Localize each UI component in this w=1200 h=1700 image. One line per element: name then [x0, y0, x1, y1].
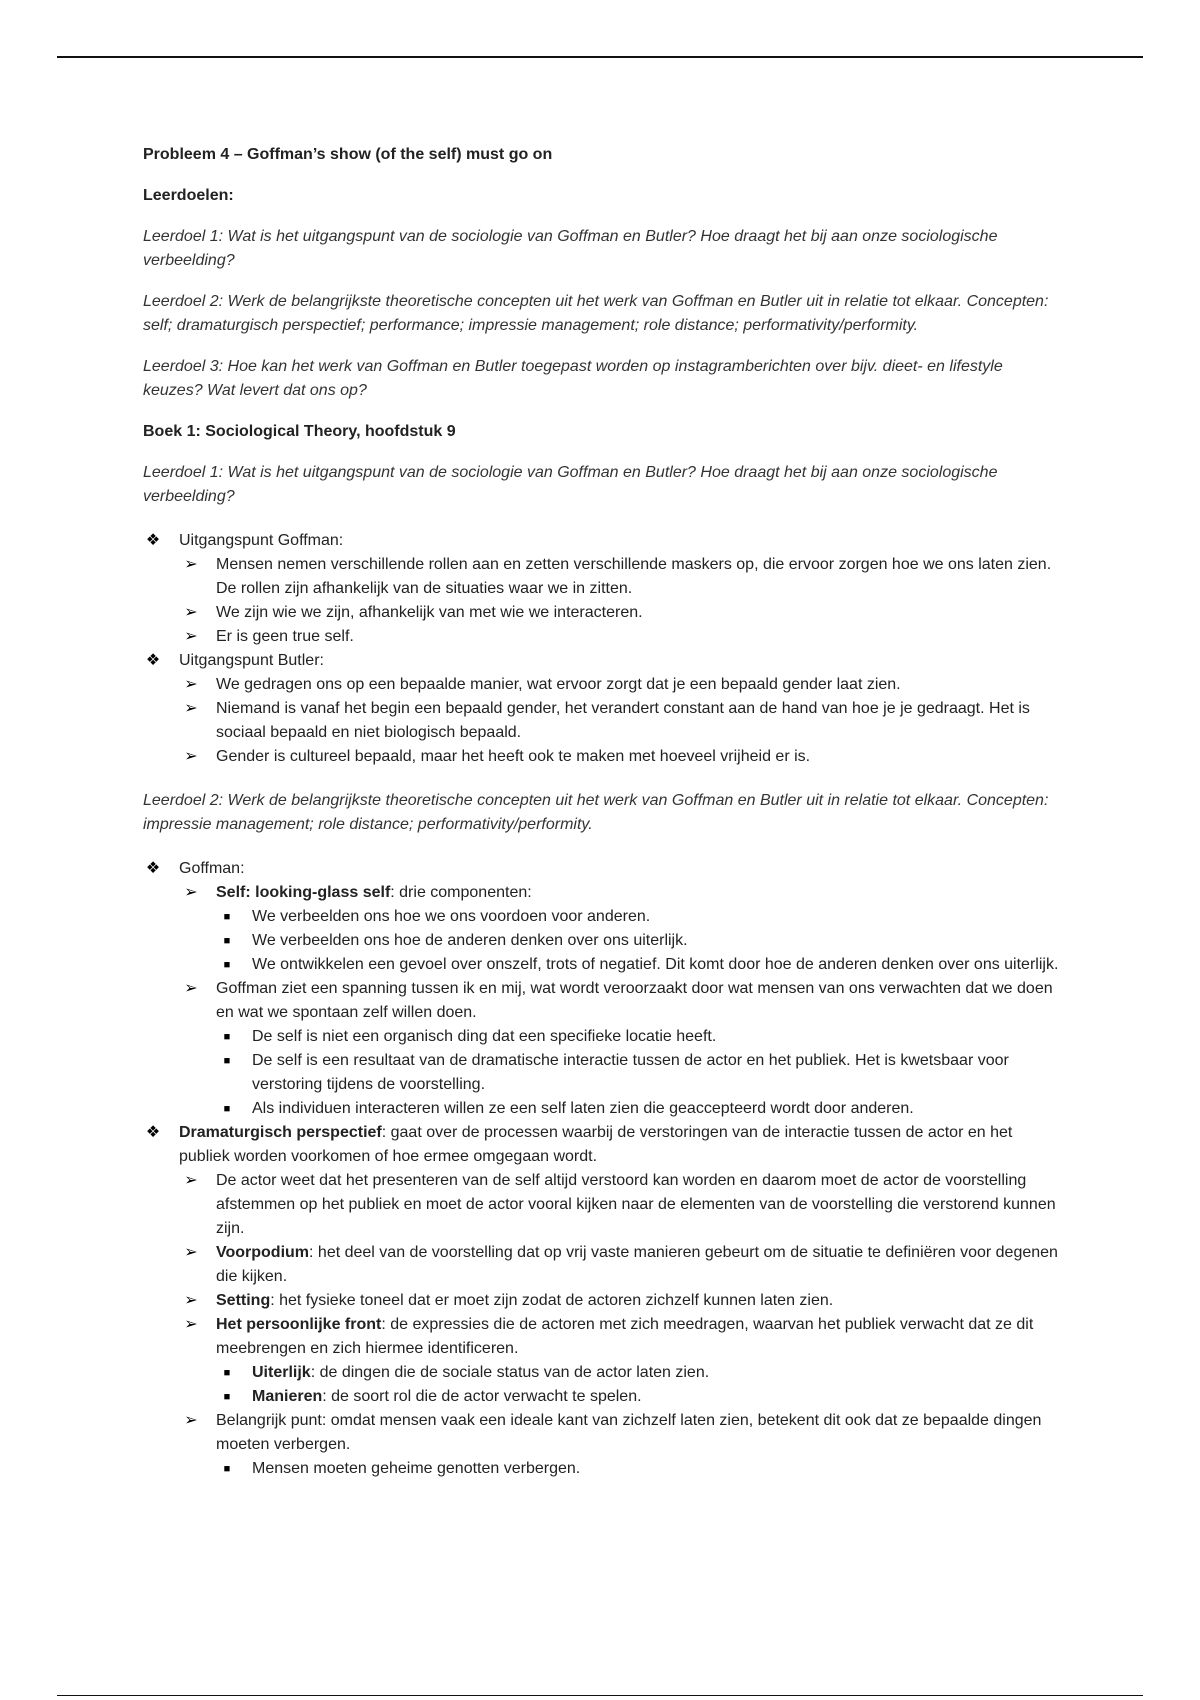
- list-item: ■ We verbeelden ons hoe de anderen denken over ons uiterlijk.: [143, 929, 1063, 953]
- list-item: ➢ Niemand is vanaf het begin een bepaald gender, het verandert constant aan de hand van hoe je je gedraagt. Het is sociaal bepaald en niet biologisch bepaald.: [143, 697, 1063, 745]
- list-item: ❖ Dramaturgisch perspectief: gaat over de processen waarbij de verstoringen van de interactie tussen de actor en het publiek worden voorkomen of hoe ermee omgegaan wordt.: [143, 1121, 1063, 1169]
- list-item: ➢ Gender is cultureel bepaald, maar het heeft ook te maken met hoeveel vrijheid er is.: [143, 745, 1063, 769]
- square-bullet-icon: ■: [223, 1463, 231, 1475]
- goal-1: Leerdoel 1: Wat is het uitgangspunt van de sociologie van Goffman en Butler? Hoe draagt het bij aan onze sociologische verbeelding?: [143, 228, 998, 269]
- diamond-bullet-icon: ❖: [145, 1124, 161, 1141]
- arrow-bullet-icon: ➢: [184, 628, 198, 645]
- bottom-rule: [57, 1695, 1143, 1696]
- list-item: ➢ Het persoonlijke front: de expressies die de actoren met zich meedragen, waarvan het publiek verwacht dat ze dit meebrengen en zich hiermee identificeren.: [143, 1313, 1063, 1361]
- arrow-bullet-icon: ➢: [184, 1172, 198, 1189]
- section2-goal: Leerdoel 2: Werk de belangrijkste theoretische concepten uit het werk van Goffman en Butler uit in relatie tot elkaar. Concepten: impressie management; role distance; performativity/performity.: [143, 792, 1049, 833]
- list-item: ➢ We gedragen ons op een bepaalde manier, wat ervoor zorgt dat je een bepaald gender laat zien.: [143, 673, 1063, 697]
- arrow-bullet-icon: ➢: [184, 604, 198, 621]
- list-item: ❖ Uitgangspunt Goffman:: [143, 529, 1063, 553]
- top-rule: [57, 56, 1143, 58]
- square-bullet-icon: ■: [223, 1367, 231, 1379]
- square-bullet-icon: ■: [223, 911, 231, 923]
- square-bullet-icon: ■: [223, 935, 231, 947]
- list-item: ■ De self is niet een organisch ding dat een specifieke locatie heeft.: [143, 1025, 1063, 1049]
- diamond-bullet-icon: ❖: [145, 652, 161, 669]
- square-bullet-icon: ■: [223, 1031, 231, 1043]
- list-item: ➢ De actor weet dat het presenteren van de self altijd verstoord kan worden en daarom moet de actor de voorstelling afstemmen op het publiek en moet de actor vooral kijken naar de elementen van de voorstelling die verstorend kunnen zijn.: [143, 1169, 1063, 1241]
- list-item: ➢ Voorpodium: het deel van de voorstelling dat op vrij vaste manieren gebeurt om de situatie te definiëren voor degenen die kijken.: [143, 1241, 1063, 1289]
- list-item: ➢ Self: looking-glass self: drie componenten:: [143, 881, 1063, 905]
- arrow-bullet-icon: ➢: [184, 980, 198, 997]
- arrow-bullet-icon: ➢: [184, 884, 198, 901]
- document-page: [143, 143, 1063, 1481]
- arrow-bullet-icon: ➢: [184, 1244, 198, 1261]
- diamond-bullet-icon: ❖: [145, 860, 161, 877]
- list-item: ➢ Goffman ziet een spanning tussen ik en mij, wat wordt veroorzaakt door wat mensen van ons verwachten dat we doen en wat we spontaan zelf willen doen.: [143, 977, 1063, 1025]
- list-item: ■ De self is een resultaat van de dramatische interactie tussen de actor en het publiek. Het is kwetsbaar voor verstoring tijdens de voorstelling.: [143, 1049, 1063, 1097]
- section1-list: [143, 529, 1063, 769]
- square-bullet-icon: ■: [223, 1055, 231, 1067]
- goal-3: Leerdoel 3: Hoe kan het werk van Goffman en Butler toegepast worden op instagramberichten over bijv. dieet- en lifestyle keuzes? Wat levert dat ons op?: [143, 358, 1003, 399]
- list-item: ■ We verbeelden ons hoe we ons voordoen voor anderen.: [143, 905, 1063, 929]
- list-item: ■ We ontwikkelen een gevoel over onszelf, trots of negatief. Dit komt door hoe de anderen denken over ons uiterlijk.: [143, 953, 1063, 977]
- arrow-bullet-icon: ➢: [184, 1316, 198, 1333]
- list-item: ❖ Goffman:: [143, 857, 1063, 881]
- arrow-bullet-icon: ➢: [184, 700, 198, 717]
- goal-2: Leerdoel 2: Werk de belangrijkste theoretische concepten uit het werk van Goffman en Butler uit in relatie tot elkaar. Concepten: self; dramaturgisch perspectief; performance; impressie management; role distance; performativity/performity.: [143, 293, 1049, 334]
- arrow-bullet-icon: ➢: [184, 676, 198, 693]
- list-item: ■ Als individuen interacteren willen ze een self laten zien die geaccepteerd wordt door anderen.: [143, 1097, 1063, 1121]
- list-item: ➢ Setting: het fysieke toneel dat er moet zijn zodat de actoren zichzelf kunnen laten zien.: [143, 1289, 1063, 1313]
- arrow-bullet-icon: ➢: [184, 1412, 198, 1429]
- square-bullet-icon: ■: [223, 1391, 231, 1403]
- section2-list: [143, 857, 1063, 1481]
- list-item: ■ Manieren: de soort rol die de actor verwacht te spelen.: [143, 1385, 1063, 1409]
- list-item: ➢ Er is geen true self.: [143, 625, 1063, 649]
- list-item: ■ Uiterlijk: de dingen die de sociale status van de actor laten zien.: [143, 1361, 1063, 1385]
- list-item: ➢ We zijn wie we zijn, afhankelijk van met wie we interacteren.: [143, 601, 1063, 625]
- square-bullet-icon: ■: [223, 959, 231, 971]
- book-heading: Boek 1: Sociological Theory, hoofdstuk 9: [143, 423, 456, 440]
- list-item: ➢ Belangrijk punt: omdat mensen vaak een ideale kant van zichzelf laten zien, betekent dit ook dat ze bepaalde dingen moeten verbergen.: [143, 1409, 1063, 1457]
- arrow-bullet-icon: ➢: [184, 556, 198, 573]
- leerdoelen-heading: Leerdoelen:: [143, 187, 234, 204]
- page-title: Probleem 4 – Goffman’s show (of the self) must go on: [143, 146, 553, 163]
- diamond-bullet-icon: ❖: [145, 532, 161, 549]
- list-item: ❖ Uitgangspunt Butler:: [143, 649, 1063, 673]
- arrow-bullet-icon: ➢: [184, 1292, 198, 1309]
- list-item: ■ Mensen moeten geheime genotten verbergen.: [143, 1457, 1063, 1481]
- section1-goal: Leerdoel 1: Wat is het uitgangspunt van de sociologie van Goffman en Butler? Hoe draagt het bij aan onze sociologische verbeelding?: [143, 464, 998, 505]
- arrow-bullet-icon: ➢: [184, 748, 198, 765]
- square-bullet-icon: ■: [223, 1103, 231, 1115]
- list-item: ➢ Mensen nemen verschillende rollen aan en zetten verschillende maskers op, die ervoor zorgen hoe we ons laten zien. De rollen zijn afhankelijk van de situaties waar we in zitten.: [143, 553, 1063, 601]
